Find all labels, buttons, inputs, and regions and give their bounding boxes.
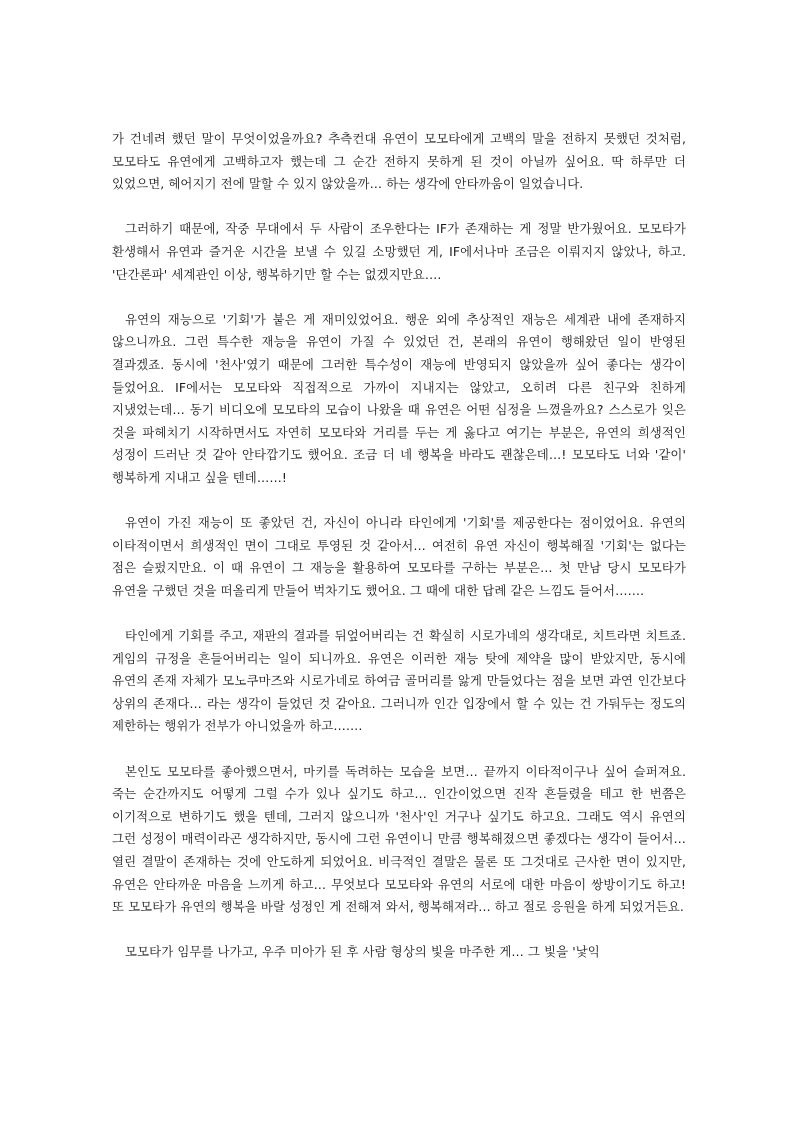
paragraph-1: 가 건네려 했던 말이 무엇이었을까요? 추측컨대 유연이 모모타에게 고백의 말을 전하지 못했던 것처럼, 모모타도 유연에게 고백하고자 했는데 그 순간 전하지 못하게 된 것이 아닐까 싶어요. 딱 하루만 더 있었으면, 헤어지기 전에 말할 수 있지 않았을까… 하는 생각에 안타까움이 일었습니다. (112, 131, 686, 192)
paragraph-5: 타인에게 기회를 주고, 재판의 결과를 뒤엎어버리는 건 확실히 시로가네의 생각대로, 치트라면 치트죠. 게임의 규정을 흔들어버리는 일이 되니까요. 유연은 이러한 재능 탓에 제약을 많이 받았지만, 동시에 유연의 존재 자체가 모노쿠마즈와 시로가네로 하여금 골머리를 앓게 만들었다는 점을 보면 과연 인간보다 상위의 존재다… 라는 생각이 들었던 것 같아요. 그러니까 인간 입장에서 할 수 있는 건 가둬두는 정도의 제한하는 행위가 전부가 아니었을까 하고……. (112, 628, 686, 734)
document-body (112, 128, 686, 987)
paragraph-4: 유연이 가진 재능이 또 좋았던 건, 자신이 아니라 타인에게 '기회'를 제공한다는 점이었어요. 유연의 이타적이면서 희생적인 면이 그대로 투영된 것 같아서… 여전히 유연 자신이 행복해질 '기회'는 없다는 점은 슬펐지만요. 이 때 유연이 그 재능을 활용하여 모모타를 구하는 부분은… 첫 만남 당시 모모타가 유연을 구했던 것을 떠올리게 만들어 벅차기도 했어요. 그 때에 대한 답례 같은 느낌도 들어서……. (112, 515, 686, 598)
paragraph-3: 유연의 재능으로 '기회'가 붙은 게 재미있었어요. 행운 외에 추상적인 재능은 세계관 내에 존재하지 않으니까요. 그런 특수한 재능을 유연이 가질 수 있었던 건, 본래의 유연이 행해왔던 일이 반영된 결과겠죠. 동시에 '천사'였기 때문에 그러한 특수성이 재능에 반영되지 않았을까 싶어 좋다는 생각이 들었어요. IF에서는 모모타와 직접적으로 가까이 지내지는 않았고, 오히려 다른 친구와 친하게 지냈었는데… 동기 비디오에 모모타의 모습이 나왔을 때 유연은 어떤 심정을 느꼈을까요? 스스로가 잊은 것을 파헤치기 시작하면서도 자연히 모모타와 거리를 두는 게 옳다고 여기는 부분은, 유연의 희생적인 성정이 드러난 것 같아 안타깝기도 했어요. 조금 더 네 행복을 바라도 괜찮은데…! 모모타도 너와 '같이' 행복하게 지내고 싶을 텐데……! (112, 311, 686, 485)
paragraph-7: 모모타가 임무를 나가고, 우주 미아가 된 후 사람 형상의 빛을 마주한 게… 그 빛을 '낯익 (125, 944, 600, 960)
paragraph-2: 그러하기 때문에, 작중 무대에서 두 사람이 조우한다는 IF가 존재하는 게 정말 반가웠어요. 모모타가 환생해서 유연과 즐거운 시간을 보낼 수 있길 소망했던 게, IF에서나마 조금은 이뤄지지 않았나, 하고. '단간론파' 세계관인 이상, 행복하기만 할 수는 없겠지만요…. (112, 221, 686, 282)
paragraph-6: 본인도 모모타를 좋아했으면서, 마키를 독려하는 모습을 보면… 끝까지 이타적이구나 싶어 슬퍼져요. 죽는 순간까지도 어떻게 그럴 수가 있나 싶기도 하고… 인간이었으면 진작 흔들렸을 테고 한 번쯤은 이기적으로 변하기도 했을 텐데, 그러지 않으니까 '천사'인 거구나 싶기도 하고요. 그래도 역시 유연의 그런 성정이 매력이라곤 생각하지만, 동시에 그런 유연이니 만큼 행복해졌으면 좋겠다는 생각이 들어서… 열린 결말이 존재하는 것에 안도하게 되었어요. 비극적인 결말은 물론 또 그것대로 근사한 면이 있지만, 유연은 안타까운 마음을 느끼게 하고… 무엇보다 모모타와 유연의 서로에 대한 마음이 쌍방이기도 하고! 또 모모타가 유연의 행복을 바랄 성정인 게 전해져 와서, 행복해져라… 하고 절로 응원을 하게 되었거든요. (112, 763, 686, 915)
